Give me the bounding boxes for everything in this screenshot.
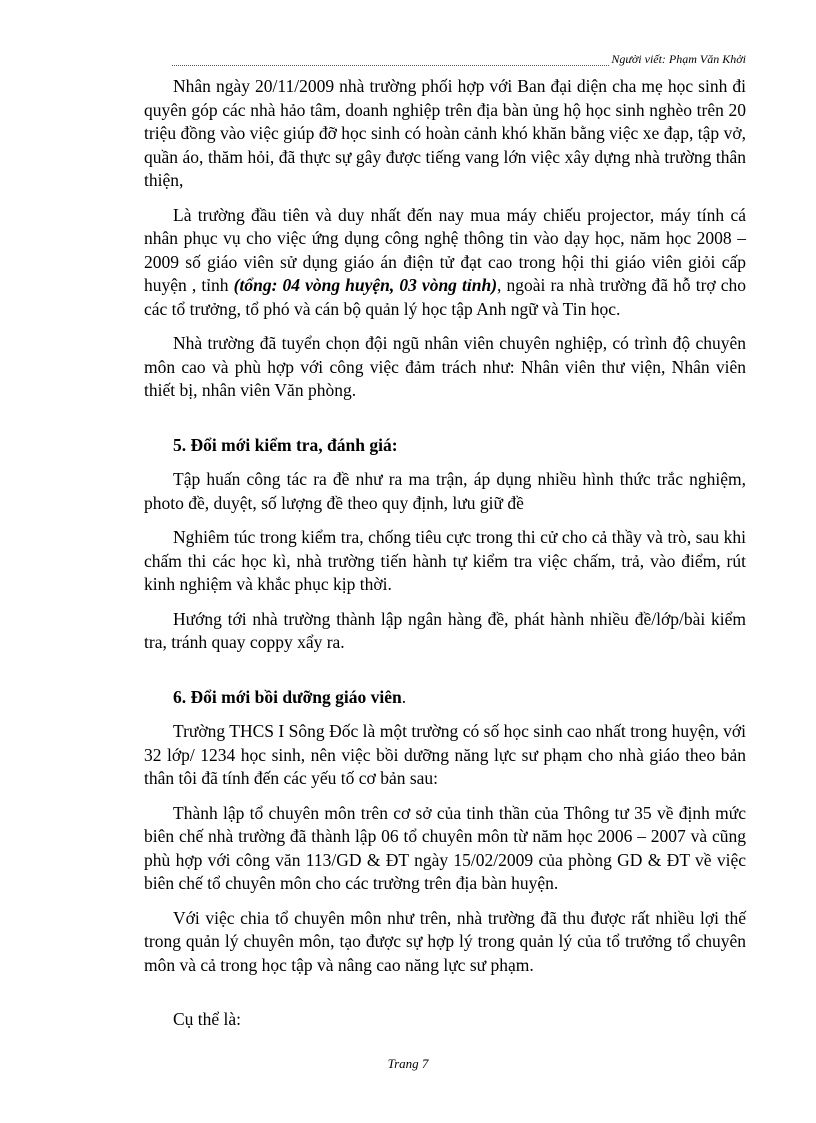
section6-heading-end: . [401, 686, 407, 707]
section5-paragraph: Hướng tới nhà trường thành lập ngân hàng đề, phát hành nhiều đề/lớp/bài kiểm tra, tránh quay coppy xẩy ra. [144, 608, 746, 652]
section-spacer [144, 403, 746, 434]
projector-emphasis: (tổng: 04 vòng huyện, 03 vòng tỉnh) [233, 275, 498, 295]
document-body [144, 75, 746, 1043]
section5-paragraph: Tập huấn công tác ra đề như ra ma trận, áp dụng nhiều hình thức trắc nghiệm, photo đề, duyệt, số lượng đề theo quy định, lưu giữ đề [144, 469, 746, 513]
section6-heading-text: 6. Đổi mới bồi dưỡng giáo viên [173, 686, 402, 707]
section-spacer [144, 977, 746, 1008]
closing-line: Cụ thể là: [173, 1009, 242, 1029]
page-footer [0, 1056, 816, 1072]
section5-heading: 5. Đổi mới kiểm tra, đánh giá: [173, 434, 398, 455]
projector-text-before: Là trường đầu tiên và duy nhất đến nay mua máy chiếu projector, máy tính cá nhân phục vụ cho việc ứng dụng công nghệ thông tin vào dạy học, năm học 2008 – 2009 số giáo viên sử dụng giáo án điện tử đạt cao trong hội thi giáo viên giỏi cấp huyện , tỉnh [144, 204, 746, 295]
paragraph-charity: Nhân ngày 20/11/2009 nhà trường phối hợp với Ban đại diện cha mẹ học sinh đi quyên góp các nhà hảo tâm, doanh nghiệp trên địa bàn ủng hộ học sinh nghèo trên 20 triệu đồng vào việc giúp đỡ học sinh có hoàn cảnh khó khăn bằng việc xe đạp, tập vở, quần áo, thăm hỏi, đã thực sự gây được tiếng vang lớn việc xây dựng nhà trường thân thiện, [144, 76, 746, 190]
section5-paragraph: Nghiêm túc trong kiểm tra, chống tiêu cực trong thi cử cho cả thầy và trò, sau khi chấm thi các học kì, nhà trường tiến hành tự kiểm tra việc chấm, trả, vào điểm, rút kinh nghiệm và khắc phục kịp thời. [144, 527, 746, 594]
page-header [172, 52, 746, 66]
section6-heading [144, 686, 746, 710]
projector-text-after: , ngoài ra nhà trường đã hỗ trợ cho các tổ trưởng, tổ phó và cán bộ quản lý học tập Anh ngữ và Tin học. [144, 275, 747, 319]
section6-paragraph: Trường THCS I Sông Đốc là một trường có số học sinh cao nhất trong huyện, với 32 lớp/ 1234 học sinh, nên việc bồi dưỡng năng lực sư phạm cho nhà giáo theo bản thân tôi đã tính đến các yếu tố cơ bản sau: [144, 721, 746, 788]
paragraph-staff: Nhà trường đã tuyển chọn đội ngũ nhân viên chuyên nghiệp, có trình độ chuyên môn cao và phù hợp với công việc đảm trách như: Nhân viên thư viện, Nhân viên thiết bị, nhân viên Văn phòng. [144, 333, 746, 400]
section-spacer [144, 655, 746, 686]
header-dotted-leader [172, 55, 609, 66]
section6-paragraph: Với việc chia tổ chuyên môn như trên, nhà trường đã thu được rất nhiều lợi thế trong quản lý chuyên môn, tạo được sự hợp lý trong quản lý của tổ trưởng tổ chuyên môn và cả trong học tập và nâng cao năng lực sư phạm. [144, 907, 746, 975]
page-number: Trang 7 [387, 1056, 429, 1071]
header-author: Người viết: Phạm Văn Khởi [611, 52, 746, 66]
section6-paragraph: Thành lập tổ chuyên môn trên cơ sở của tinh thần của Thông tư 35 về định mức biên chế nhà trường đã thành lập 06 tổ chuyên môn từ năm học 2006 – 2007 và cũng phù hợp với công văn 113/GD & ĐT ngày 15/02/2009 của phòng GD & ĐT về việc biên chế tổ chuyên môn cho các trường trên địa bàn huyện. [144, 802, 746, 893]
paragraph-projector [144, 204, 746, 322]
